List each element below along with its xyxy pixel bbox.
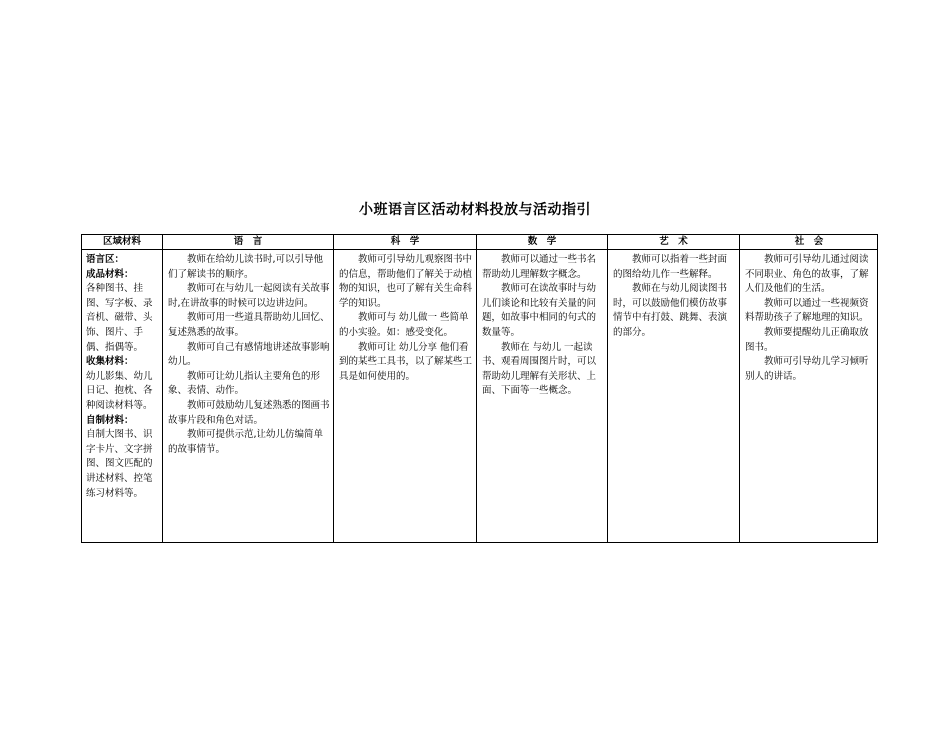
art-item: 教师在与幼儿阅读图书时，可以鼓励他们模仿故事情节中有打鼓、跳舞、表演的部分。 — [613, 283, 728, 338]
social-item: 教师要提醒幼儿正确取放图书。 — [745, 326, 869, 353]
header-science: 科 学 — [390, 236, 420, 247]
language-item: 教师可用一些道具帮助幼儿回忆、复述熟悉的故事。 — [168, 312, 330, 338]
language-item: 教师在给幼儿读书时,可以引导他们了解读书的顺序。 — [168, 254, 324, 280]
self-made-materials-text: 自制大图书、识字卡片、文字拼图、图文匹配的讲述材料、控笔练习材料等。 — [86, 429, 153, 499]
column-divider — [333, 235, 334, 542]
header-art: 艺 术 — [659, 236, 688, 247]
math-item: 教师可在读故事时与幼儿们谈论和比较有关量的问题，如故事中相同的句式的数量等。 — [482, 283, 597, 338]
language-item: 教师可在与幼儿一起阅读有关故事时,在讲故事的时候可以边讲边问。 — [168, 283, 330, 309]
materials-cell — [86, 253, 160, 501]
language-item: 教师可自己有感情地讲述故事影响幼儿。 — [168, 341, 330, 368]
column-divider — [162, 235, 163, 542]
finished-materials-label: 成品材料： — [86, 268, 134, 280]
social-item: 教师可以通过一些视频资料帮助孩子了解地理的知识。 — [745, 297, 869, 324]
science-item: 教师可让 幼儿分享 他们看到的某些工具书，以了解某些工具是如何使用的。 — [339, 341, 473, 382]
social-cell — [745, 253, 875, 384]
collected-materials-text: 幼儿影集、幼儿日记、抱枕、各种阅读材料等。 — [86, 370, 153, 411]
column-divider — [739, 235, 740, 542]
language-cell — [168, 253, 330, 457]
column-divider — [476, 235, 477, 542]
header-social: 社 会 — [794, 236, 824, 247]
column-divider — [607, 235, 608, 542]
science-cell — [339, 253, 473, 384]
materials-area-label: 语言区： — [86, 254, 125, 265]
self-made-materials-label: 自制材料： — [86, 414, 134, 426]
math-item: 教师可以通过一些书名帮助幼儿理解数字概念。 — [482, 254, 597, 280]
math-item: 教师在 与幼儿 一起读书、观看周围图片时，可以帮助幼儿理解有关形状、上面、下面等一些概念。 — [482, 341, 597, 397]
language-item: 教师可鼓励幼儿复述熟悉的图画书故事片段和角色对话。 — [168, 399, 330, 426]
art-item: 教师可以指着一些封面的图给幼儿作一些解释。 — [613, 254, 728, 280]
header-language: 语 言 — [233, 236, 263, 247]
science-item: 教师可引导幼儿观察图书中的信息，帮助他们了解关于动植物的知识，也可了解有关生命科学的知识。 — [339, 254, 473, 309]
math-cell — [482, 253, 604, 399]
activity-table — [81, 234, 878, 543]
language-item: 教师可让幼儿指认主要角色的形象、表情、动作。 — [168, 370, 321, 397]
social-item: 教师可引导幼儿学习倾听别人的讲话。 — [745, 356, 869, 382]
document-title: 小班语言区活动材料投放与活动指引 — [359, 202, 591, 218]
header-materials: 区域材料 — [102, 236, 141, 247]
social-item: 教师可引导幼儿通过阅读不同职业、角色的故事，了解人们及他们的生活。 — [745, 254, 869, 295]
collected-materials-label: 收集材料： — [86, 356, 134, 368]
language-item: 教师可提供示范,让幼儿仿编简单的故事情节。 — [168, 429, 324, 455]
header-math: 数 学 — [527, 236, 557, 247]
art-cell — [613, 253, 736, 341]
science-item: 教师可与 幼儿做一 些简单的小实验。如：感受变化。 — [339, 312, 469, 338]
finished-materials-text: 各种图书、挂图、写字板、录音机、磁带、头饰、图片、手偶、指偶等。 — [86, 283, 153, 353]
